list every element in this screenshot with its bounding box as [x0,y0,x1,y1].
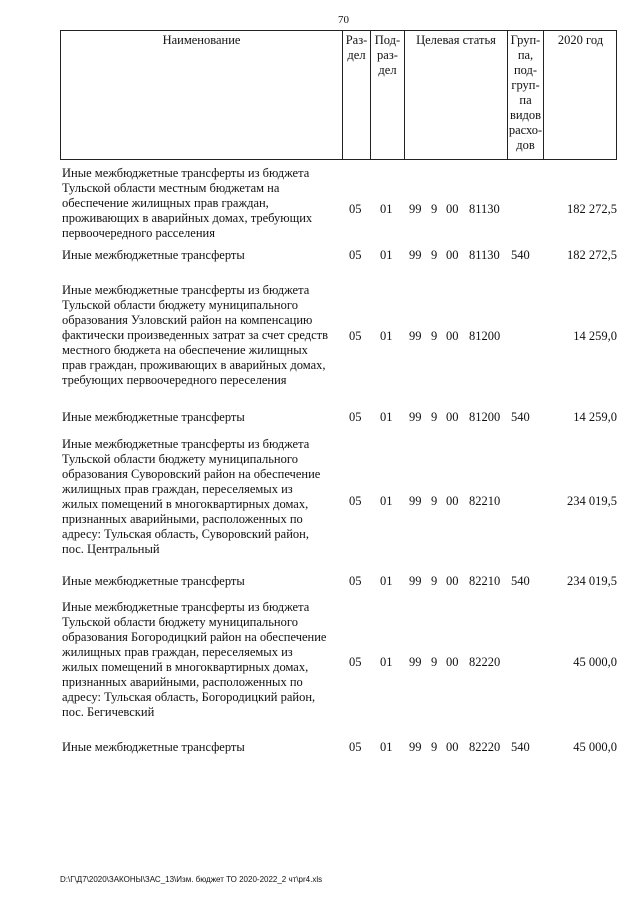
row-amount: 234 019,5 [567,574,617,588]
row-expense-group: 540 [511,740,530,754]
row-amount: 45 000,0 [573,740,617,754]
row-target-subprogram: 9 [431,329,438,343]
row-subsection: 01 [380,655,393,669]
row-amount: 14 259,0 [573,329,617,343]
row-target-program: 99 [409,410,422,424]
row-name: Иные межбюджетные трансферты [62,740,245,754]
row-name: Иные межбюджетные трансферты из бюджета Тульской области местным бюджетам на обеспечение жилищных прав граждан, проживающих в аварийных домах, требующих первоочередного расселения [62,166,313,240]
row-target-event: 00 [446,655,459,669]
table-row [60,248,617,266]
row-name: Иные межбюджетные трансферты [62,574,245,588]
row-name: Иные межбюджетные трансферты из бюджета Тульской области бюджету муниципального образования Богородицкий район на обеспечение жилищных прав граждан, переселяемых из жилых помещений в многоквартирных домах, признанных аварийными, расположенных по адресу: Тульская область, Богородицкий район, пос. Бегичевский [62,600,327,719]
row-target-program: 99 [409,329,422,343]
row-amount: 182 272,5 [567,248,617,262]
row-target-direction: 81130 [469,248,500,262]
row-subsection: 01 [380,248,393,262]
page-number: 70 [338,14,349,26]
row-target-direction: 82220 [469,655,501,669]
row-target-program: 99 [409,202,422,216]
header-name: Наименование [61,31,343,159]
row-name: Иные межбюджетные трансферты [62,410,245,424]
row-target-program: 99 [409,574,422,588]
row-subsection: 01 [380,574,393,588]
header-year: 2020 год [557,33,604,47]
row-subsection: 01 [380,410,393,424]
row-target-program: 99 [409,248,422,262]
row-expense-group: 540 [511,248,530,262]
table-row [60,410,617,428]
row-target-subprogram: 9 [431,248,438,262]
row-target-subprogram: 9 [431,410,438,424]
row-target-subprogram: 9 [431,740,438,754]
row-subsection: 01 [380,494,393,508]
row-amount: 14 259,0 [573,410,617,424]
row-expense-group: 540 [511,410,530,424]
table-row [60,283,617,393]
row-section: 05 [349,329,362,343]
row-section: 05 [349,410,362,424]
row-section: 05 [349,740,362,754]
file-path-footer: D:\Г\Д7\2020\ЗАКОНЫ\ЗАС_13\Изм. бюджет ТО 2020-2022_2 чт\pr4.xls [60,875,323,884]
row-target-program: 99 [409,740,422,754]
header-section: Раз- дел [343,31,371,159]
row-target-event: 00 [446,410,459,424]
header-subsection: Под- раз- дел [371,31,405,159]
header-expense-group: Груп- па, под- груп- па видов расхо- дов [508,31,544,159]
row-section: 05 [349,574,362,588]
table-row [60,740,617,758]
row-amount: 45 000,0 [573,655,617,669]
row-target-subprogram: 9 [431,655,438,669]
row-amount: 234 019,5 [567,494,617,508]
row-amount: 182 272,5 [567,202,617,216]
table-row [60,437,617,562]
row-target-direction: 81200 [469,410,501,424]
row-expense-group: 540 [511,574,530,588]
row-section: 05 [349,494,362,508]
row-target-event: 00 [446,329,459,343]
row-target-event: 00 [446,574,459,588]
row-target-direction: 81200 [469,329,501,343]
row-target-subprogram: 9 [431,494,438,508]
row-target-subprogram: 9 [431,574,438,588]
row-target-event: 00 [446,494,459,508]
header-target-article: Целевая статья [405,31,508,159]
table-row [60,574,617,592]
row-target-direction: 81130 [469,202,500,216]
row-name: Иные межбюджетные трансферты из бюджета Тульской области бюджету муниципального образования Суворовский район на обеспечение жилищных прав граждан, переселяемых из жилых помещений в многоквартирных домах, признанных аварийными, расположенных по адресу: Тульская область, Суворовский район, пос. Центральный [62,437,321,556]
row-section: 05 [349,202,362,216]
row-subsection: 01 [380,740,393,754]
table-row [60,166,617,246]
row-subsection: 01 [380,329,393,343]
row-section: 05 [349,655,362,669]
row-target-program: 99 [409,494,422,508]
table-header [60,30,617,160]
row-subsection: 01 [380,202,393,216]
row-target-program: 99 [409,655,422,669]
table-row [60,600,617,725]
row-name: Иные межбюджетные трансферты [62,248,245,262]
row-target-event: 00 [446,202,459,216]
row-target-direction: 82210 [469,574,501,588]
row-target-direction: 82220 [469,740,501,754]
row-target-direction: 82210 [469,494,501,508]
row-target-event: 00 [446,248,459,262]
row-name: Иные межбюджетные трансферты из бюджета Тульской области бюджету муниципального образования Узловский район на компенсацию фактически произведенных затрат за счет средств местного бюджета на обеспечение жилищных прав граждан, проживающих в аварийных домах, требующих первоочередного переселения [62,283,329,387]
row-section: 05 [349,248,362,262]
row-target-subprogram: 9 [431,202,438,216]
row-target-event: 00 [446,740,459,754]
